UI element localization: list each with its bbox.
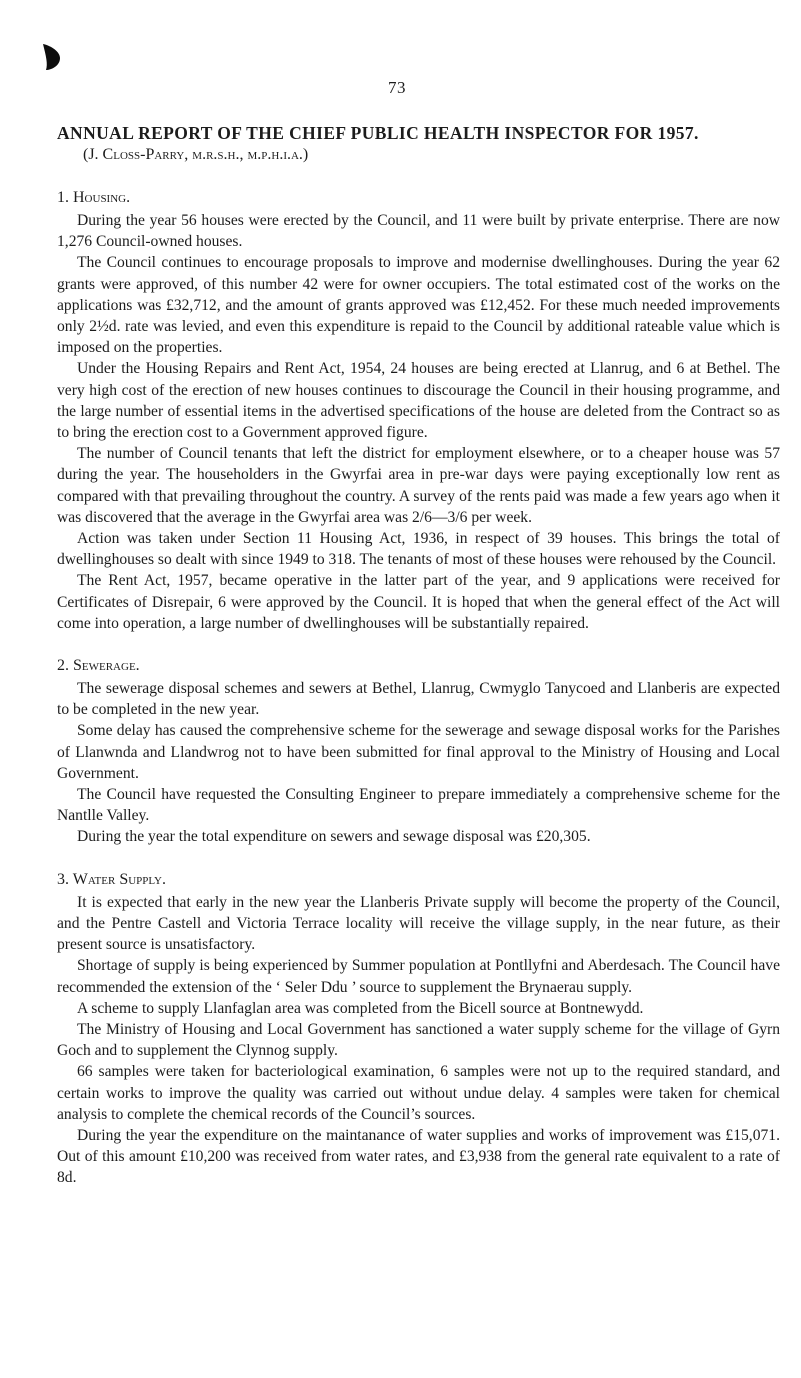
paragraph: Some delay has caused the comprehensive scheme for the sewerage and sewage disposal works for the Parishes of Llanwnda and Llandwrog not to have been submitted for final approval to the Ministry of Housing and Local Government. — [57, 722, 780, 782]
paragraph: 66 samples were taken for bacteriological examination, 6 samples were not up to the required standard, and certain works to improve the quality was carried out without undue delay. 4 samples were taken for chemical analysis to complete the chemical records of the Council’s sources. — [57, 1063, 780, 1123]
ink-blot-mark — [40, 42, 62, 72]
section-heading: 1. Housing. — [57, 189, 131, 206]
paragraph: During the year 56 houses were erected by the Council, and 11 were built by private enterprise. There are now 1,276 Council-owned houses. — [57, 212, 780, 251]
paragraph: The number of Council tenants that left the district for employment elsewhere, or to a cheaper house was 57 during the year. The householders in the Gwyrfai area in pre-war days were paying exceptionally low rent as compared with that prevailing throughout the country. A survey of the rents paid was made a few years ago when it was discovered that the average in the Gwyrfai area was 2/6—3/6 per week. — [57, 445, 780, 526]
paragraph: During the year the expenditure on the maintanance of water supplies and works of improvement was £15,071. Out of this amount £10,200 was received from water rates, and £3,938 from the general rate equivalent to a rate of 8d. — [57, 1126, 780, 1187]
paragraph: Under the Housing Repairs and Rent Act, 1954, 24 houses are being erected at Llanrug, and 6 at Bethel. The very high cost of the erection of new houses continues to discourage the Council in their housing programme, and the large number of essential items in the advertised specifications of the house are deleted from the Contract so as to bring the erection cost to a Government approved figure. — [57, 360, 780, 442]
section-sewerage — [57, 656, 780, 848]
report-author: (J. Closs-Parry, m.r.s.h., m.p.h.i.a.) — [83, 146, 309, 163]
section-water-supply — [57, 870, 780, 1189]
paragraph: A scheme to supply Llanfaglan area was completed from the Bicell source at Bontnewydd. — [77, 999, 644, 1017]
paragraph: During the year the total expenditure on sewers and sewage disposal was £20,305. — [77, 828, 591, 846]
section-heading: 3. Water Supply. — [57, 870, 166, 888]
section-heading: 2. Sewerage. — [57, 657, 140, 675]
paragraph: The sewerage disposal schemes and sewers at Bethel, Llanrug, Cwmyglo Tanycoed and Llanberis are expected to be completed in the new year. — [57, 680, 780, 719]
report-page — [57, 122, 780, 1189]
section-housing — [57, 188, 780, 634]
paragraph: The Council have requested the Consulting Engineer to prepare immediately a comprehensive scheme for the Nantlle Valley. — [57, 786, 780, 825]
paragraph: Action was taken under Section 11 Housing Act, 1936, in respect of 39 houses. This brings the total of dwellinghouses so dealt with since 1949 to 318. The tenants of most of these houses were rehoused by the Council. — [57, 530, 780, 569]
report-title: ANNUAL REPORT OF THE CHIEF PUBLIC HEALTH INSPECTOR FOR 1957. — [57, 123, 699, 143]
paragraph: The Council continues to encourage proposals to improve and modernise dwellinghouses. During the year 62 grants were approved, of this number 42 were for owner occupiers. The total estimated cost of the works on the applications was £32,712, and the amount of grants approved was £12,452. For these much needed improvements only 2½d. rate was levied, and even this expenditure is repaid to the Council by additional rateable value which is imposed on the properties. — [57, 254, 780, 357]
paragraph: The Ministry of Housing and Local Government has sanctioned a water supply scheme for the village of Gyrn Goch and to supplement the Clynnog supply. — [57, 1020, 780, 1060]
paragraph: Shortage of supply is being experienced by Summer population at Pontllyfni and Aberdesach. The Council have recommended the extension of the ‘ Seler Ddu ’ source to supplement the Brynaerau supply. — [57, 957, 780, 996]
page-number: 73 — [388, 78, 406, 97]
paragraph: The Rent Act, 1957, became operative in the latter part of the year, and 9 applications were received for Certificates of Disrepair, 6 were approved by the Council. It is hoped that when the general effect of the Act will come into operation, a large number of dwellinghouses will be substantially repaired. — [57, 572, 780, 632]
paragraph: It is expected that early in the new year the Llanberis Private supply will become the property of the Council, and the Pentre Castell and Victoria Terrace locality will receive the village supply, in the near future, as their present source is unsatisfactory. — [57, 893, 780, 954]
